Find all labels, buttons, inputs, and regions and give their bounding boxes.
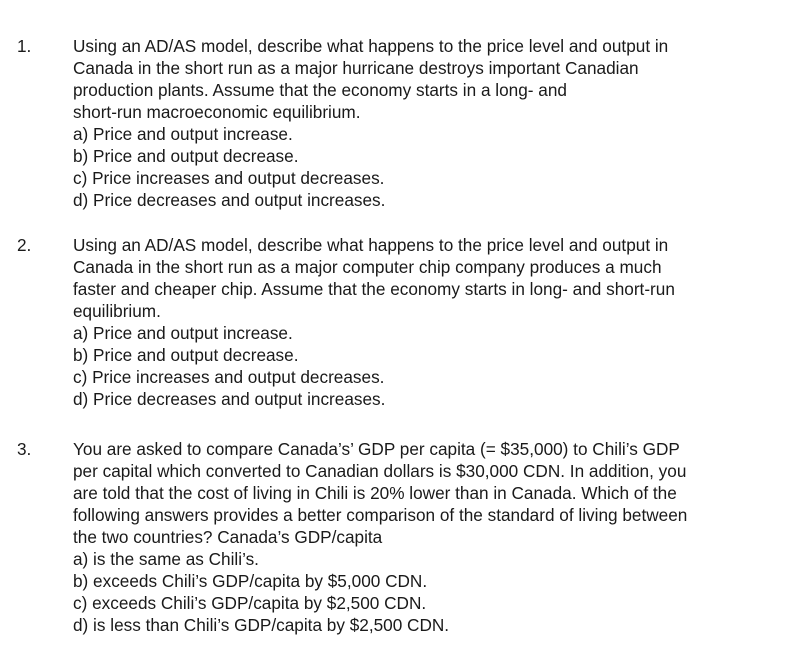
question-text-line: You are asked to compare Canada’s’ GDP per capita (= $35,000) to Chili’s GDP: [73, 439, 680, 459]
question-number: 2.: [17, 235, 32, 255]
question-text-line: Using an AD/AS model, describe what happens to the price level and output in: [73, 36, 669, 56]
question-body: [73, 35, 788, 211]
answer-option-d: d) is less than Chili’s GDP/capita by $2,500 CDN.: [73, 615, 450, 635]
question-text-line: Canada in the short run as a major hurricane destroys important Canadian: [73, 58, 639, 78]
answer-option-c: c) exceeds Chili’s GDP/capita by $2,500 CDN.: [73, 593, 427, 613]
question-text-line: short-run macroeconomic equilibrium.: [73, 102, 361, 122]
question-text-line: Canada in the short run as a major computer chip company produces a much: [73, 257, 662, 277]
answer-option-b: b) exceeds Chili’s GDP/capita by $5,000 CDN.: [73, 571, 428, 591]
question-text-line: production plants. Assume that the economy starts in a long- and: [73, 80, 567, 100]
question-text-line: equilibrium.: [73, 301, 161, 321]
question-text-line: the two countries? Canada’s GDP/capita: [73, 527, 383, 547]
question-number: 1.: [17, 36, 32, 56]
answer-option-c: c) Price increases and output decreases.: [73, 367, 385, 387]
answer-option-b: b) Price and output decrease.: [73, 345, 299, 365]
answer-option-a: a) is the same as Chili’s.: [73, 549, 259, 569]
question-text-line: Using an AD/AS model, describe what happens to the price level and output in: [73, 235, 669, 255]
question-text-line: following answers provides a better comparison of the standard of living between: [73, 505, 688, 525]
question-number: 3.: [17, 439, 32, 459]
question-body: [73, 234, 788, 410]
answer-option-d: d) Price decreases and output increases.: [73, 389, 386, 409]
answer-option-b: b) Price and output decrease.: [73, 146, 299, 166]
answer-option-c: c) Price increases and output decreases.: [73, 168, 385, 188]
question-text-line: faster and cheaper chip. Assume that the economy starts in long- and short-run: [73, 279, 675, 299]
question-text-line: are told that the cost of living in Chili is 20% lower than in Canada. Which of the: [73, 483, 677, 503]
answer-option-a: a) Price and output increase.: [73, 124, 293, 144]
question-body: [73, 438, 788, 636]
answer-option-a: a) Price and output increase.: [73, 323, 293, 343]
question-text-line: per capital which converted to Canadian dollars is $30,000 CDN. In addition, you: [73, 461, 687, 481]
answer-option-d: d) Price decreases and output increases.: [73, 190, 386, 210]
